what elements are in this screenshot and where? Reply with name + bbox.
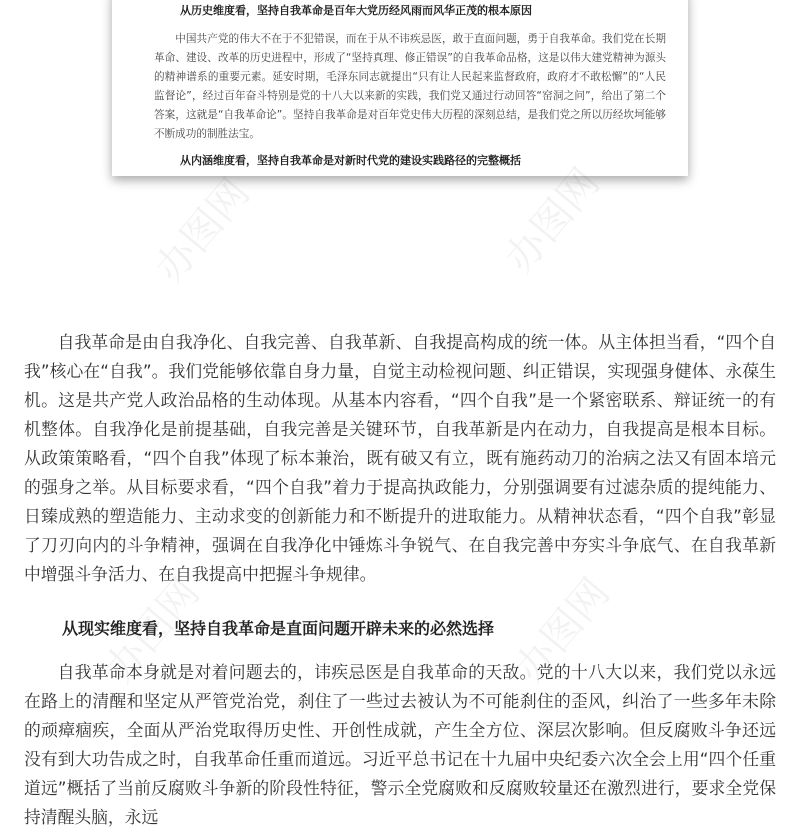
card-paragraph: 中国共产党的伟大不在于不犯错误，而在于从不讳疾忌医，敢于直面问题，勇于自我革命。我们党在长期革命、建设、改革的历史进程中，形成了“坚持真理、修正错误”的自我革命品格，这是以伟大建党精神为源头的精神谱系的重要元素。延安时期，毛泽东同志就提出“只有让人民起来监督政府，政府才不敢松懈”的“人民监督论”，经过百年奋斗特别是党的十八大以来新的实践，我们党又通过行动回答“窑洞之问”，给出了第二个答案，这就是“自我革命论”。坚持自我革命是对百年党史伟大历程的深刻总结，是我们党之所以历经坎坷能够不断成功的制胜法宝。 xyxy=(154,33,666,140)
document-preview-card xyxy=(112,0,688,176)
body-paragraph-four-selves: 自我革命是由自我净化、自我完善、自我革新、自我提高构成的统一体。从主体担当看，“四个自我”核心在“自我”。我们党能够依靠自身力量，自觉主动检视问题、纠正错误，实现强身健体、永葆生机。这是共产党人政治品格的生动体现。从基本内容看，“四个自我”是一个紧密联系、辩证统一的有机整体。自我净化是前提基础，自我完善是关键环节，自我革新是内在动力，自我提高是根本目标。从政策策略看，“四个自我”体现了标本兼治，既有破又有立，既有施药动刀的治病之法又有固本培元的强身之举。从目标要求看，“四个自我”着力于提高执政能力，分别强调要有过滤杂质的提纯能力、日臻成熟的塑造能力、主动求变的创新能力和不断提升的进取能力。从精神状态看，“四个自我”彰显了刀刃向内的斗争精神，强调在自我净化中锤炼斗争锐气、在自我完善中夯实斗争底气、在自我革新中增强斗争活力、在自我提高中把握斗争规律。 xyxy=(24,332,776,584)
section-heading-reality: 从现实维度看，坚持自我革命是直面问题开辟未来的必然选择 xyxy=(62,619,495,638)
watermark: 办图网 xyxy=(496,160,609,282)
card-heading-history: 从历史维度看，坚持自我革命是百年大党历经风雨而风华正茂的根本原因 xyxy=(180,4,532,17)
watermark: 办图网 xyxy=(146,170,259,292)
body-paragraph-reality: 自我革命本身就是对着问题去的，讳疾忌医是自我革命的天敌。党的十八大以来，我们党以永远在路上的清醒和坚定从严管党治党，刹住了一些过去被认为不可能刹住的歪风，纠治了一些多年未除的顽瘴痼疾，全面从严治党取得历史性、开创性成就，产生全方位、深层次影响。但反腐败斗争还远没有到大功告成之时，自我革命任重而道远。习近平总书记在十九届中央纪委六次全会上用“四个任重道远”概括了当前反腐败斗争新的阶段性特征，警示全党腐败和反腐败较量还在激烈进行，要求全党保持清醒头脑，永远 xyxy=(24,662,776,827)
watermark: 办图网 xyxy=(506,570,619,692)
watermark: 办图网 xyxy=(96,570,209,692)
card-heading-connotation: 从内涵维度看，坚持自我革命是对新时代党的建设实践路径的完整概括 xyxy=(180,154,521,167)
